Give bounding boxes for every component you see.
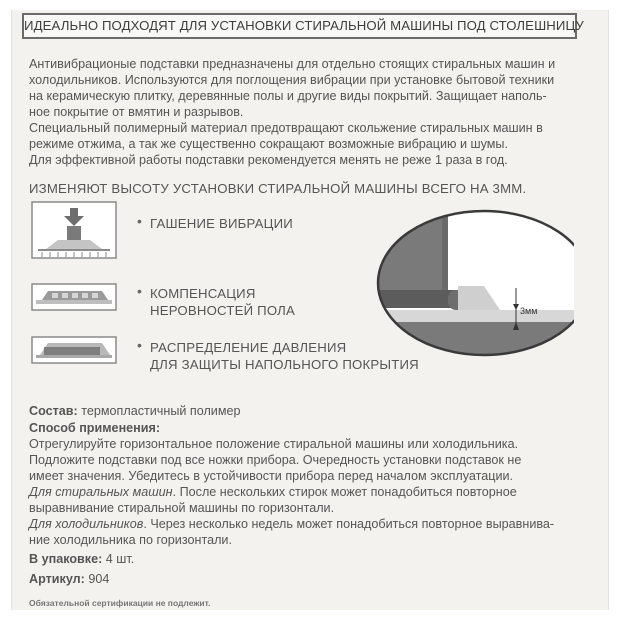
- feature-pressure-line1: РАСПРЕДЕЛЕНИЕ ДАВЛЕНИЯ: [150, 340, 347, 355]
- bullet: •: [137, 337, 142, 353]
- usage-line: Подложите подставки под все ножки прибора. Очередность установки подставок не: [29, 453, 522, 467]
- fridge-note-line2: ние холодильника по горизонтали.: [29, 533, 232, 547]
- intro-line: Специальный полимерный материал предотвращают скольжение стиральных машин в: [29, 121, 543, 135]
- article: [29, 571, 109, 587]
- package-label: В упаковке:: [29, 552, 103, 566]
- package: [29, 551, 134, 567]
- height-note: ИЗМЕНЯЮТ ВЫСОТУ УСТАНОВКИ СТИРАЛЬНОЙ МАШИНЫ ВСЕГО НА 3ММ.: [29, 181, 527, 196]
- package-value: 4 шт.: [102, 552, 135, 566]
- composition-value: термопластичный полимер: [77, 404, 241, 418]
- certification-note: Обязательной сертификации не подлежит.: [29, 598, 211, 608]
- washing-note: [29, 484, 517, 500]
- installation-diagram: [374, 208, 574, 358]
- intro-line: на керамическую плитку, деревянные полы и другие виды покрытий. Защищает наполь-: [29, 89, 547, 103]
- dimension-label: 3мм: [520, 306, 538, 316]
- bullet: •: [137, 283, 142, 299]
- article-value: 904: [84, 572, 110, 586]
- fridge-text: . Через несколько недель может понадобиться повторное выравнива-: [143, 517, 555, 531]
- fridge-note: [29, 516, 554, 532]
- washing-text: . После нескольких стирок может понадобиться повторное: [172, 485, 517, 499]
- intro-line: режиме отжима, а так же существенно сокращают возможные вибрацию и шумы.: [29, 137, 508, 151]
- bullet: •: [137, 213, 142, 229]
- composition-label: Состав:: [29, 404, 78, 418]
- vibration-damping-icon: [30, 200, 118, 262]
- fridge-label: Для холодильников: [29, 517, 144, 531]
- pressure-distribution-icon: [30, 335, 118, 365]
- washing-label: Для стиральных машин: [29, 485, 173, 499]
- washing-note-line2: выравнивание стиральной машины по горизонтали.: [29, 501, 335, 515]
- feature-floor-compensation-line2: НЕРОВНОСТЕЙ ПОЛА: [150, 303, 295, 318]
- feature-vibration-damping: ГАШЕНИЕ ВИБРАЦИИ: [150, 216, 293, 231]
- feature-floor-compensation-line1: КОМПЕНСАЦИЯ: [150, 286, 256, 301]
- feature-pressure-line2: ДЛЯ ЗАЩИТЫ НАПОЛЬНОГО ПОКРЫТИЯ: [150, 357, 419, 372]
- intro-line: Антивибрационые подставки предназначены для отдельно стоящих стиральных машин и: [29, 57, 556, 71]
- intro-line: холодильников. Используются для поглощения вибрации при установке бытовой техники: [29, 73, 555, 87]
- floor-unevenness-icon: [30, 282, 118, 312]
- intro-line: Для эффективной работы подставки рекомендуется менять не реже 1 раза в год.: [29, 153, 508, 167]
- intro-line: ное покрытие от вмятин и разрывов.: [29, 105, 244, 119]
- composition: [29, 403, 241, 419]
- page-title: ИДЕАЛЬНО ПОДХОДЯТ ДЛЯ УСТАНОВКИ СТИРАЛЬНОЙ МАШИНЫ ПОД СТОЛЕШНИЦУ: [22, 13, 577, 39]
- usage-title: Способ применения:: [29, 421, 161, 435]
- usage-line: имеет значения. Убедитесь в устойчивости прибора перед началом эксплуатации.: [29, 469, 514, 483]
- usage-line: Отрегулируйте горизонтальное положение стиральной машины или холодильника.: [29, 437, 519, 451]
- article-label: Артикул:: [29, 572, 85, 586]
